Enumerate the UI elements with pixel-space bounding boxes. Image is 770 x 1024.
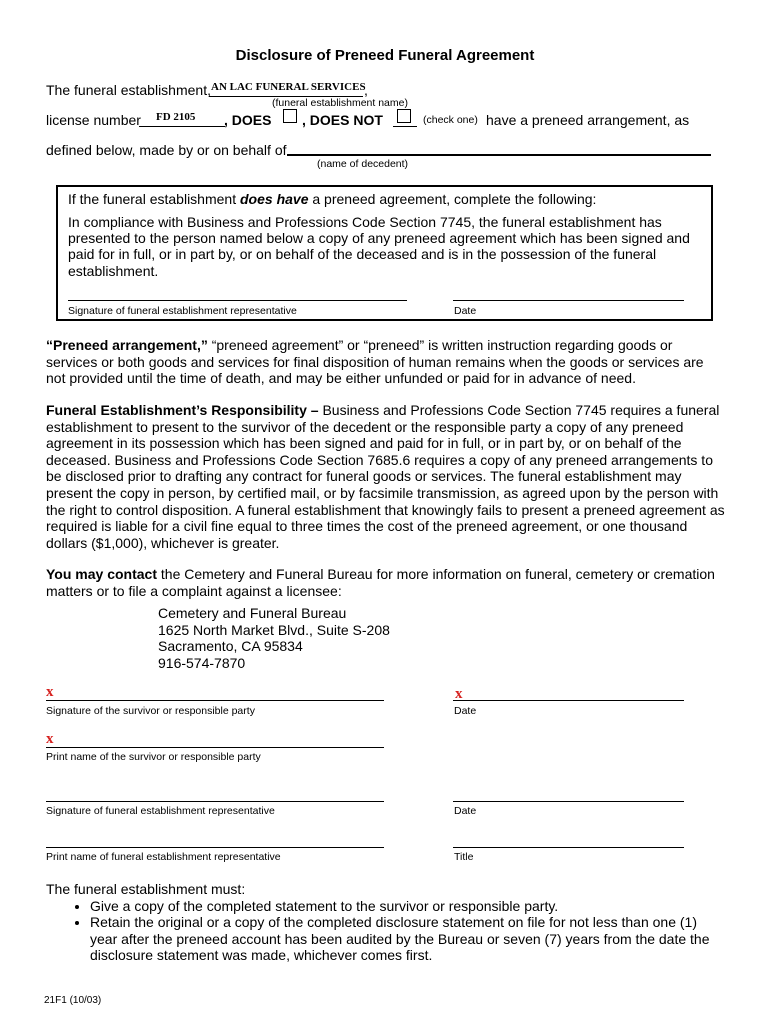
rep-signature-line[interactable] [46, 801, 384, 802]
bureau-city: Sacramento, CA 95834 [158, 638, 303, 655]
must-section [46, 881, 726, 964]
does-checkbox[interactable] [283, 109, 297, 123]
box-date-line[interactable] [453, 300, 684, 301]
establishment-responsibility: Funeral Establishment’s Responsibility – Business and Professions Code Section 7745 requires a funeral establishment to present to the survivor of the decedent or the responsible party a copy of any preneed agreement in its possession which has been signed and paid for in full, or in part by, or on behalf of the deceased. Business and Professions Code Section 7685.6 requires a copy of any preneed arrangements to be disclosed prior to drafting any contract for funeral goods or services. The funeral establishment may present the copy in person, by certified mail, or by facsimile transmission, as agreed upon by the person with the right to control disposition. A funeral establishment that knowingly fails to present a preneed agreement as required is liable for a civil fine equal to three times the cost of the preneed agreement, or one thousand dollars ($1,000), whichever is greater. [46, 402, 725, 551]
bureau-phone: 916-574-7870 [158, 654, 246, 671]
rep-date-caption: Date [454, 805, 477, 817]
survivor-signature-line[interactable] [46, 700, 384, 701]
survivor-print-x-mark: x [46, 731, 54, 747]
must-list [46, 898, 726, 964]
contact-paragraph: You may contact the Cemetery and Funeral Bureau for more information on funeral, cemetery or cremation matters or to file a complaint against a licensee: [46, 566, 715, 599]
bureau-address [158, 605, 390, 671]
license-number-line [139, 126, 225, 127]
decedent-name-caption: (name of decedent) [317, 158, 409, 170]
document-title: Disclosure of Preneed Funeral Agreement [235, 47, 535, 64]
survivor-signature-caption: Signature of the survivor or responsible party [46, 705, 255, 717]
must-item: • Retain the original or a copy of the completed disclosure statement on file for not less than one (1) year after the preneed account has been audited by the Bureau or seven (7) years from the date the disclosure statement was made, whichever comes first. [90, 914, 726, 964]
survivor-date-line[interactable] [453, 700, 684, 701]
rep-signature-caption: Signature of funeral establishment representative [46, 805, 275, 817]
establishment-suffix: , [364, 82, 368, 98]
check-one-note: (check one) [423, 114, 478, 126]
establishment-name-caption: (funeral establishment name) [272, 97, 408, 109]
does-not-label: , DOES NOT [302, 112, 383, 128]
rep-title-line[interactable] [453, 847, 684, 848]
does-not-underline [393, 126, 417, 127]
box-rep-signature-line[interactable] [68, 300, 407, 301]
must-item: • Give a copy of the completed statement to the survivor or responsible party. [90, 898, 726, 915]
date-x-mark: x [455, 686, 463, 702]
bureau-street: 1625 North Market Blvd., Suite S-208 [158, 621, 390, 638]
decedent-name-line[interactable] [287, 154, 711, 156]
box-date-caption: Date [454, 305, 477, 317]
rep-print-line[interactable] [46, 847, 384, 848]
rep-title-caption: Title [454, 851, 474, 863]
form-id: 21F1 (10/03) [44, 995, 102, 1006]
rep-print-caption: Print name of funeral establishment representative [46, 851, 281, 863]
does-label: , DOES [224, 112, 272, 128]
preneed-arrangement-text: have a preneed arrangement, as [486, 112, 690, 128]
must-intro: The funeral establishment must: [46, 881, 246, 897]
box-rep-signature-caption: Signature of funeral establishment representative [68, 305, 297, 317]
box-heading: If the funeral establishment does have a preneed agreement, complete the following: [68, 191, 597, 207]
license-number-value[interactable]: FD 2105 [156, 111, 196, 123]
license-label: license number [46, 112, 141, 128]
survivor-signature-x-mark: x [46, 684, 54, 700]
survivor-print-line[interactable] [46, 747, 384, 748]
survivor-print-caption: Print name of the survivor or responsible party [46, 751, 261, 763]
establishment-prefix: The funeral establishment, [46, 82, 211, 98]
box-compliance-text: In compliance with Business and Professions Code Section 7745, the funeral establishment has presented to the person named below a copy of any preneed agreement which has been signed and paid for in full, or in part by, or on behalf of the deceased and is in the possession of the funeral establishment. [68, 214, 690, 279]
bureau-name: Cemetery and Funeral Bureau [158, 605, 347, 621]
rep-date-line[interactable] [453, 801, 684, 802]
survivor-date-caption: Date [454, 705, 477, 717]
establishment-name-value[interactable]: AN LAC FUNERAL SERVICES [211, 81, 366, 93]
preneed-definition: “Preneed arrangement,” “preneed agreement” or “preneed” is written instruction regarding goods or services or both goods and services for final disposition of human remains when the goods or services are not provided until the time of death, and may be either unfunded or paid for in advance of need. [46, 337, 704, 387]
does-not-checkbox[interactable] [397, 109, 411, 123]
decedent-prefix: defined below, made by or on behalf of [46, 142, 287, 158]
